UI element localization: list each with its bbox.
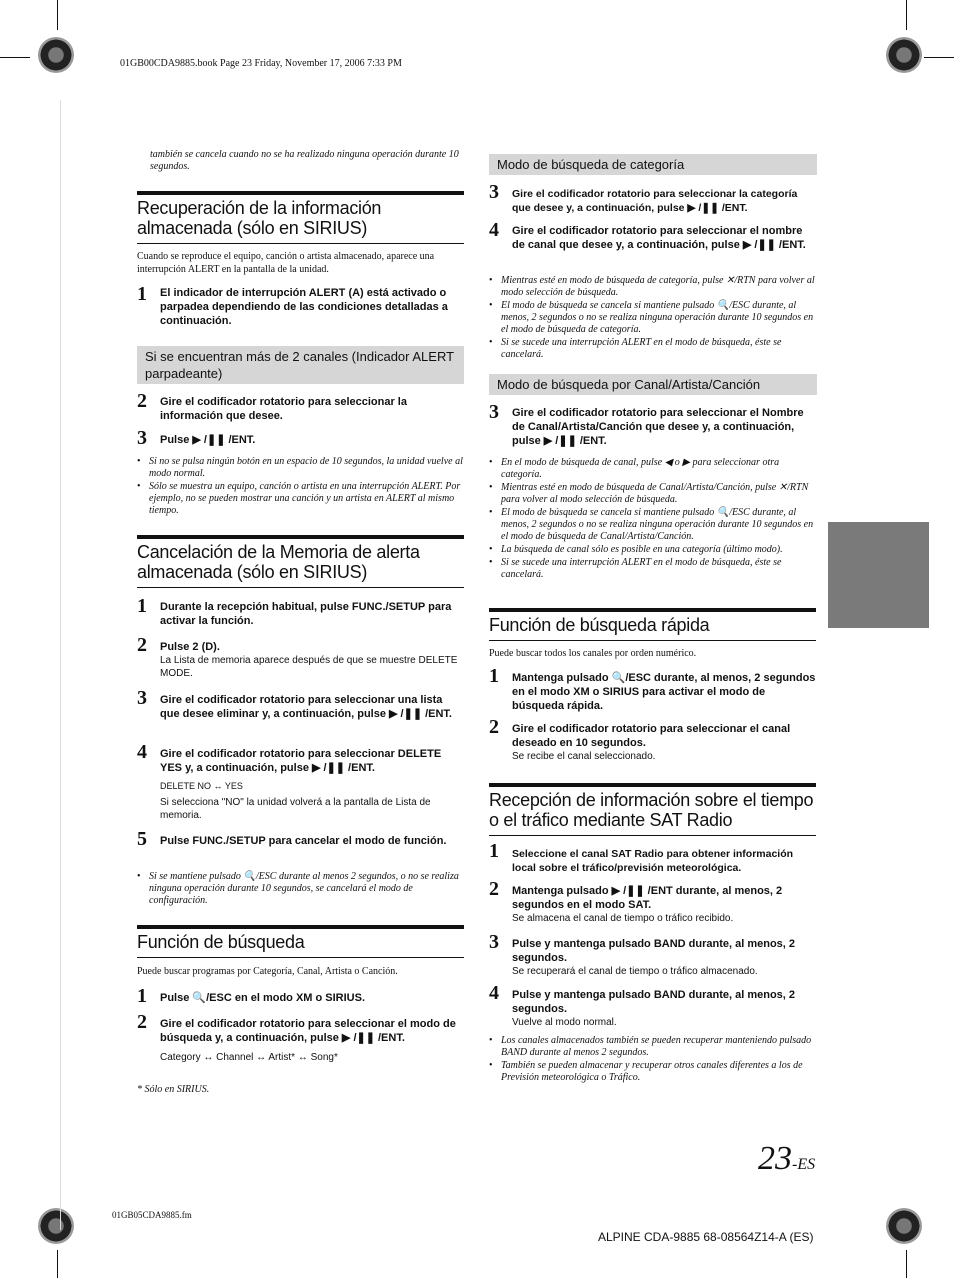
step-number: 3 — [137, 427, 147, 449]
step-text: Gire el codificador rotatorio para seleccionar la información que desee. — [160, 396, 407, 422]
bullet-item: • El modo de búsqueda se cancela si mantiene pulsado 🔍/ESC durante, al menos, 2 segundos o no se realiza ninguna operación durante 10 segundos en el modo de búsqueda de Canal/Artista/Canción. — [489, 507, 816, 543]
step-main: Pulse 2 (D). — [160, 641, 220, 653]
step-note: Se recibe el canal seleccionado. — [512, 751, 656, 762]
bullet-item: • Sólo se muestra un equipo, canción o artista en una interrupción ALERT. Por ejemplo, no se pueden mostrar una canción y un artista en ALERT al mismo tiempo. — [137, 481, 464, 517]
step-number: 1 — [137, 985, 147, 1007]
page-number-suffix: -ES — [792, 1156, 816, 1173]
step-main: Gire el codificador rotatorio para seleccionar el canal deseado en 10 segundos. — [512, 723, 791, 749]
step-number: 4 — [489, 219, 499, 241]
bullet-item: • La búsqueda de canal sólo es posible en una categoría (último modo). — [489, 544, 816, 556]
step-flow: DELETE NO ↔ YES — [160, 781, 243, 791]
bullet-item: • Si no se pulsa ningún botón en un espacio de 10 segundos, la unidad vuelve al modo normal. — [137, 456, 464, 480]
step-number: 4 — [489, 982, 499, 1004]
crop-line — [906, 1250, 907, 1278]
print-header: 01GB00CDA9885.book Page 23 Friday, November 17, 2006 7:33 PM — [120, 58, 402, 69]
print-footer-left: 01GB05CDA9885.fm — [112, 1210, 192, 1220]
step-text: Pulse ▶ /❚❚ /ENT. — [160, 434, 256, 446]
intro-text: también se cancela cuando no se ha realizado ninguna operación durante 10 segundos. — [150, 149, 459, 172]
bullet-list — [489, 457, 816, 582]
bullet-item: • El modo de búsqueda se cancela si mantiene pulsado 🔍/ESC durante, al menos, 2 segundos o no se realiza ninguna operación durante 10 segundos en el modo de búsqueda de categoría. — [489, 300, 816, 336]
bullet-item: • También se pueden almacenar y recuperar otros canales diferentes a los de Previsión meteorológica o Tráfico. — [489, 1060, 816, 1084]
bullet-item: • Si se mantiene pulsado 🔍/ESC durante al menos 2 segundos, o no se realiza ninguna operación durante 10 segundos, se cancelará el modo de configuración. — [137, 871, 464, 907]
print-footer-right: ALPINE CDA-9885 68-08564Z14-A (ES) — [598, 1230, 814, 1244]
page-number-value: 23 — [758, 1140, 792, 1177]
step-note: Vuelve al modo normal. — [512, 1017, 617, 1028]
bullet-item: • Si se sucede una interrupción ALERT en el modo de búsqueda, éste se cancelará. — [489, 337, 816, 361]
step-text: Pulse 🔍/ESC en el modo XM o SIRIUS. — [160, 992, 366, 1004]
step-number: 3 — [489, 401, 499, 423]
step-number: 1 — [137, 595, 147, 617]
step-number: 4 — [137, 741, 147, 763]
step-number: 3 — [489, 931, 499, 953]
section-title: Función de búsqueda — [137, 925, 464, 958]
step-number: 5 — [137, 828, 147, 850]
step-note: La Lista de memoria aparece después de que se muestre DELETE MODE. — [160, 655, 458, 679]
section-title: Función de búsqueda rápida — [489, 608, 816, 641]
section-body: Cuando se reproduce el equipo, canción o artista almacenado, aparece una interrupción ALERT en la pantalla de la unidad. — [137, 251, 435, 275]
section-title: Recuperación de la información almacenada (sólo en SIRIUS) — [137, 191, 464, 244]
section-body: Puede buscar todos los canales por orden numérico. — [489, 648, 697, 659]
step-main: Mantenga pulsado ▶ /❚❚ /ENT durante, al menos, 2 segundos en el modo SAT. — [512, 885, 783, 911]
bullet-list — [137, 871, 464, 908]
step-number: 2 — [137, 1011, 147, 1033]
step-text: Pulse FUNC./SETUP para cancelar el modo de función. — [160, 835, 447, 847]
bullet-item: • En el modo de búsqueda de canal, pulse ◀ o ▶ para seleccionar otra categoría. — [489, 457, 816, 481]
step-main: Gire el codificador rotatorio para seleccionar DELETE YES y, a continuación, pulse ▶ /❚❚ /ENT. — [160, 748, 442, 774]
step-number: 1 — [489, 665, 499, 687]
step-number: 3 — [137, 687, 147, 709]
step-text — [512, 884, 817, 925]
step-text — [512, 937, 817, 978]
crop-line — [0, 57, 30, 58]
step-number: 2 — [489, 878, 499, 900]
crop-line — [924, 57, 954, 58]
step-text: El indicador de interrupción ALERT (A) está activado o parpadea dependiendo de las condiciones detalladas a continuación. — [160, 287, 448, 327]
bullet-item: • Los canales almacenados también se pueden recuperar manteniendo pulsado BAND durante al menos 2 segundos. — [489, 1035, 816, 1059]
bullet-list — [489, 275, 816, 362]
step-text — [512, 722, 817, 763]
step-number: 1 — [489, 840, 499, 862]
step-number: 2 — [489, 716, 499, 738]
registration-mark-top-right — [886, 37, 922, 73]
crop-line — [60, 100, 61, 1230]
bullet-item: • Si se sucede una interrupción ALERT en el modo de búsqueda, éste se cancelará. — [489, 557, 816, 581]
chapter-tab — [828, 522, 929, 628]
step-number: 2 — [137, 390, 147, 412]
step-text — [160, 640, 465, 680]
subsection-title: Si se encuentran más de 2 canales (Indicador ALERT parpadeante) — [137, 346, 464, 384]
step-number: 3 — [489, 181, 499, 203]
section-body: Puede buscar programas por Categoría, Canal, Artista o Canción. — [137, 966, 398, 977]
step-number: 2 — [137, 634, 147, 656]
registration-mark-bottom-right — [886, 1208, 922, 1244]
footnote: * Sólo en SIRIUS. — [137, 1084, 210, 1095]
step-flow: Category ↔ Channel ↔ Artist* ↔ Song* — [160, 1052, 338, 1063]
crop-line — [57, 1250, 58, 1278]
section-title: Cancelación de la Memoria de alerta almacenada (sólo en SIRIUS) — [137, 535, 464, 588]
step-text — [512, 988, 817, 1029]
step-text: Gire el codificador rotatorio para seleccionar el Nombre de Canal/Artista/Canción que desee y, a continuación, pulse ▶ /❚❚ /ENT. — [512, 407, 804, 447]
bullet-list — [137, 456, 464, 518]
step-main: Gire el codificador rotatorio para seleccionar el modo de búsqueda y, a continuación, pulse ▶ /❚❚ /ENT. — [160, 1018, 456, 1044]
step-text: Mantenga pulsado 🔍/ESC durante, al menos, 2 segundos en el modo XM o SIRIUS para activar el modo de búsqueda rápida. — [512, 672, 816, 712]
step-main: Pulse y mantenga pulsado BAND durante, al menos, 2 segundos. — [512, 989, 796, 1015]
step-text: Seleccione el canal SAT Radio para obtener información local sobre el tráfico/previsión meteorológica. — [512, 848, 794, 874]
step-main: Pulse y mantenga pulsado BAND durante, al menos, 2 segundos. — [512, 938, 796, 964]
page-number — [758, 1140, 815, 1178]
step-note: Se recuperará el canal de tiempo o tráfico almacenado. — [512, 966, 758, 977]
registration-mark-top-left — [38, 37, 74, 73]
step-text: Gire el codificador rotatorio para seleccionar la categoría que desee y, a continuación, pulse ▶ /❚❚ /ENT. — [512, 188, 798, 214]
bullet-item: • Mientras esté en modo de búsqueda de categoría, pulse ✕/RTN para volver al modo selección de búsqueda. — [489, 275, 816, 299]
bullet-list — [489, 1035, 816, 1085]
subsection-title: Modo de búsqueda por Canal/Artista/Canción — [489, 374, 817, 395]
subsection-title: Modo de búsqueda de categoría — [489, 154, 817, 175]
step-text: Durante la recepción habitual, pulse FUNC./SETUP para activar la función. — [160, 601, 452, 627]
step-text: Gire el codificador rotatorio para seleccionar el nombre de canal que desee y, a continuación, pulse ▶ /❚❚ /ENT. — [512, 225, 806, 251]
bullet-item: • Mientras esté en modo de búsqueda de Canal/Artista/Canción, pulse ✕/RTN para volver al modo selección de búsqueda. — [489, 482, 816, 506]
crop-line — [57, 0, 58, 30]
step-note: Si selecciona "NO" la unidad volverá a la pantalla de Lista de memoria. — [160, 797, 431, 821]
step-number: 1 — [137, 283, 147, 305]
step-text — [160, 1017, 465, 1064]
crop-line — [906, 0, 907, 30]
section-title: Recepción de información sobre el tiempo o el tráfico mediante SAT Radio — [489, 783, 816, 836]
registration-mark-bottom-left — [38, 1208, 74, 1244]
step-text — [160, 747, 465, 822]
step-text: Gire el codificador rotatorio para seleccionar una lista que desee eliminar y, a continuación, pulse ▶ /❚❚ /ENT. — [160, 694, 452, 720]
step-note: Se almacena el canal de tiempo o tráfico recibido. — [512, 913, 734, 924]
